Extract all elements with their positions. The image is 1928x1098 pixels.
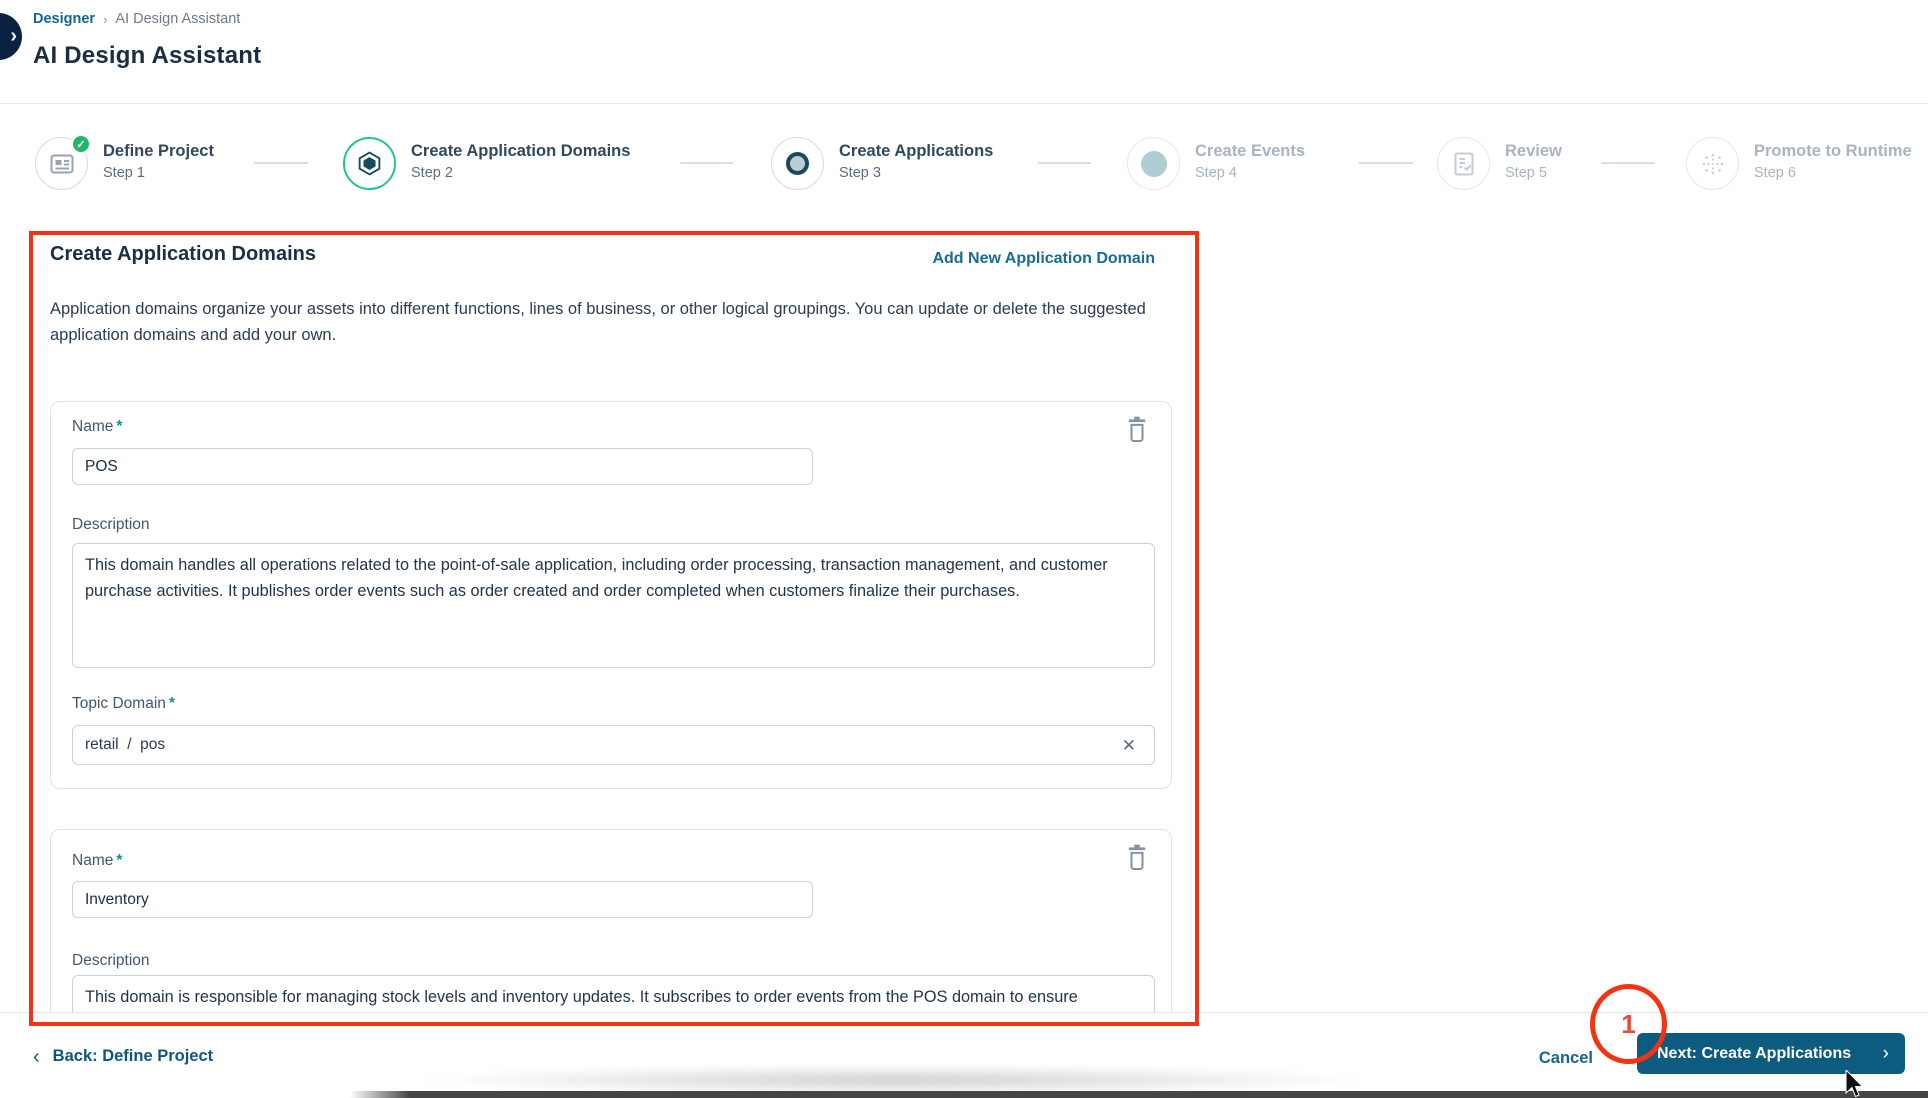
application-domain-card-pos xyxy=(50,401,1172,789)
sidebar-expand-button[interactable] xyxy=(0,13,22,60)
back-button-label: Back: Define Project xyxy=(52,1047,214,1065)
step1-subtitle: Step 1 xyxy=(103,165,145,181)
wizard-footer xyxy=(0,1012,1928,1098)
delete-domain-button[interactable] xyxy=(1121,840,1153,874)
description-label: Description xyxy=(72,952,150,969)
stepper-step-promote-to-runtime xyxy=(1686,137,1912,190)
topic-domain-label: Topic Domain * xyxy=(72,695,175,712)
breadcrumb-separator: › xyxy=(103,11,108,27)
annotation-number: 1 xyxy=(1621,1008,1636,1039)
circle-icon xyxy=(1141,151,1167,177)
step2-circle xyxy=(343,137,396,190)
chevron-left-icon: ‹ xyxy=(33,1045,40,1068)
step4-title: Create Events xyxy=(1195,142,1306,160)
next-button-label: Next: Create Applications xyxy=(1657,1044,1852,1062)
required-marker: * xyxy=(168,695,175,712)
name-label: Name * xyxy=(72,418,123,435)
stepper-step-create-applications xyxy=(771,137,993,190)
step-completed-check-icon: ✓ xyxy=(71,134,91,154)
step-connector xyxy=(254,162,308,164)
step1-circle xyxy=(35,137,88,190)
next-create-applications-button[interactable] xyxy=(1637,1033,1905,1074)
delete-domain-button[interactable] xyxy=(1121,412,1153,446)
stepper-step-define-project[interactable] xyxy=(35,137,214,190)
breadcrumb xyxy=(33,11,240,27)
ring-icon xyxy=(786,152,809,175)
step6-circle xyxy=(1686,137,1739,190)
step5-circle xyxy=(1437,137,1490,190)
required-marker: * xyxy=(116,852,123,869)
step-connector xyxy=(680,162,733,164)
checklist-icon xyxy=(1452,151,1476,177)
application-domain-card-inventory xyxy=(50,829,1172,1016)
document-icon xyxy=(49,151,75,177)
step6-subtitle: Step 6 xyxy=(1754,165,1796,181)
stepper-step-create-events xyxy=(1127,137,1305,190)
page-title: AI Design Assistant xyxy=(33,42,262,69)
add-new-application-domain-link[interactable]: Add New Application Domain xyxy=(932,250,1155,267)
step3-circle xyxy=(771,137,824,190)
name-label: Name * xyxy=(72,852,123,869)
name-input[interactable] xyxy=(72,881,813,918)
step-connector xyxy=(1601,162,1655,164)
description-textarea[interactable] xyxy=(72,543,1155,668)
chevron-right-icon: › xyxy=(10,24,17,47)
cancel-button[interactable]: Cancel xyxy=(1538,1049,1593,1067)
hexagon-icon xyxy=(356,150,383,177)
step1-title: Define Project xyxy=(103,142,214,160)
stepper-step-review xyxy=(1437,137,1562,190)
step4-circle xyxy=(1127,137,1180,190)
description-label: Description xyxy=(72,516,150,533)
panel-description: Application domains organize your assets into different functions, lines of business, or other logical groupings. You can update or delete the suggested application domains and add your own. xyxy=(50,300,1146,344)
panel-heading: Create Application Domains xyxy=(50,243,316,265)
step3-title: Create Applications xyxy=(839,142,994,160)
step-connector xyxy=(1038,162,1091,164)
header-divider xyxy=(0,103,1928,104)
step5-subtitle: Step 5 xyxy=(1505,165,1547,181)
clear-topic-button[interactable] xyxy=(1116,735,1142,756)
step3-subtitle: Step 3 xyxy=(839,165,881,181)
step4-subtitle: Step 4 xyxy=(1195,165,1237,181)
step2-title: Create Application Domains xyxy=(411,142,631,160)
topic-domain-value: retail / pos xyxy=(85,736,166,753)
step5-title: Review xyxy=(1505,142,1562,160)
breadcrumb-current: AI Design Assistant xyxy=(115,11,241,27)
back-button[interactable] xyxy=(33,1047,213,1066)
stepper-step-create-application-domains[interactable] xyxy=(343,137,630,190)
topic-domain-field[interactable] xyxy=(72,725,1155,765)
required-marker: * xyxy=(116,418,123,435)
dotted-globe-icon xyxy=(1700,151,1726,177)
trash-icon xyxy=(1126,416,1148,443)
breadcrumb-designer-link[interactable]: Designer xyxy=(33,11,96,27)
name-input[interactable] xyxy=(72,448,813,485)
step2-subtitle: Step 2 xyxy=(411,165,453,181)
chevron-right-icon: › xyxy=(1882,1042,1889,1064)
trash-icon xyxy=(1126,844,1148,871)
description-textarea[interactable] xyxy=(72,975,1155,1016)
step6-title: Promote to Runtime xyxy=(1754,142,1912,160)
step-connector xyxy=(1359,162,1413,164)
close-icon: ✕ xyxy=(1121,735,1136,755)
